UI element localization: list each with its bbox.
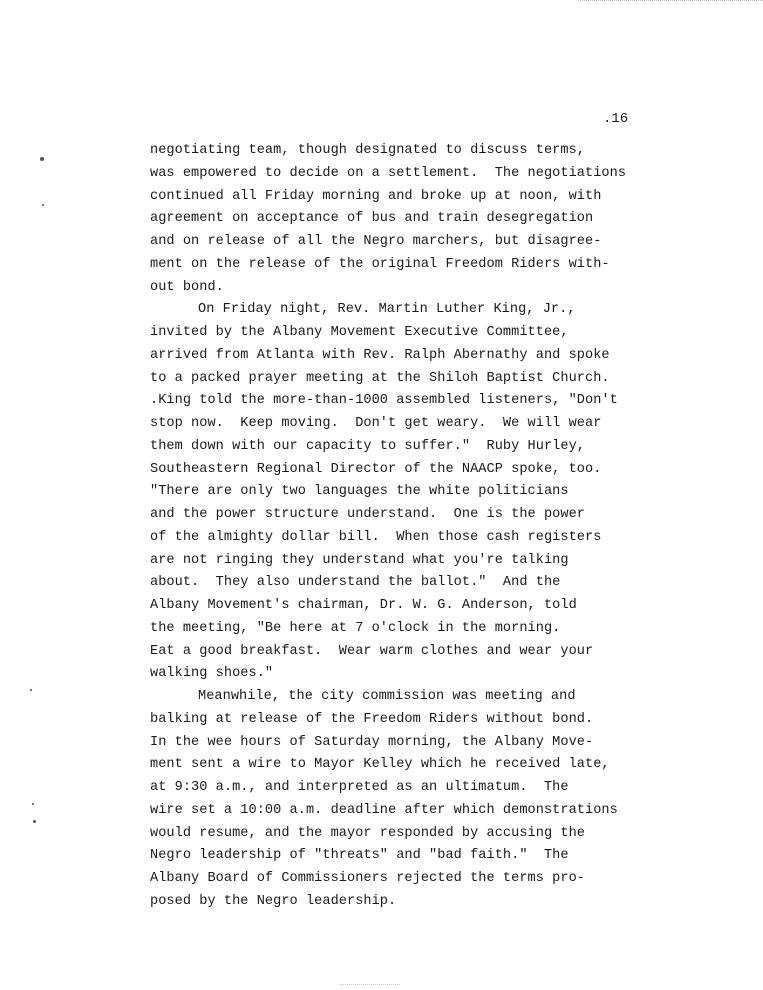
scan-speck <box>40 157 44 161</box>
text-line: In the wee hours of Saturday morning, the Albany Move- <box>150 734 594 750</box>
page-number: .16 <box>603 111 629 127</box>
text-line: of the almighty dollar bill. When those cash registers <box>150 529 602 545</box>
text-line: Southeastern Regional Director of the NAACP spoke, too. <box>150 461 602 477</box>
text-line: the meeting, "Be here at 7 o'clock in the morning. <box>150 620 561 636</box>
text-line: stop now. Keep moving. Don't get weary. We will wear <box>150 416 602 431</box>
text-line: On Friday night, Rev. Martin Luther King, Jr., <box>198 302 576 318</box>
text-line: wire set a 10:00 a.m. deadline after which demonstrations <box>150 802 618 818</box>
text-line: Meanwhile, the city commission was meeting and <box>198 689 576 704</box>
text-line: and on release of all the Negro marchers, but disagree- <box>150 234 602 249</box>
text-line: ment on the release of the original Freedom Riders with- <box>150 256 610 272</box>
text-line: ment sent a wire to Mayor Kelley which he received late, <box>150 757 610 773</box>
text-line: and the power structure understand. One is the power <box>150 507 586 522</box>
text-line: them down with our capacity to suffer." Ruby Hurley, <box>150 438 586 454</box>
text-line: .King told the more-than-1000 assembled listeners, "Don't <box>150 393 618 409</box>
text-line: negotiating team, though designated to discuss terms, <box>150 143 586 158</box>
text-line: would resume, and the mayor responded by accusing the <box>150 825 586 841</box>
text-line: to a packed prayer meeting at the Shiloh Baptist Church. <box>150 370 610 386</box>
body-text <box>150 140 710 914</box>
text-line: at 9:30 a.m., and interpreted as an ultimatum. The <box>150 780 569 795</box>
text-line: agreement on acceptance of bus and train desegregation <box>150 211 594 227</box>
scan-edge-marks <box>578 0 763 3</box>
text-line: Albany Board of Commissioners rejected the terms pro- <box>150 871 586 886</box>
text-line: invited by the Albany Movement Executive Committee, <box>150 325 569 340</box>
scan-speck <box>30 689 32 691</box>
text-line: out bond. <box>150 279 224 295</box>
text-line: "There are only two languages the white politicians <box>150 484 569 500</box>
text-line: Negro leadership of "threats" and "bad faith." The <box>150 848 569 864</box>
paragraph <box>150 686 710 914</box>
text-line: Albany Movement's chairman, Dr. W. G. Anderson, told <box>150 598 577 613</box>
text-line: arrived from Atlanta with Rev. Ralph Abernathy and spoke <box>150 347 610 363</box>
text-line: about. They also understand the ballot." And the <box>150 575 561 591</box>
text-line: continued all Friday morning and broke up at noon, with <box>150 188 602 204</box>
scan-edge-marks <box>340 984 400 987</box>
scan-speck <box>42 204 44 206</box>
text-line: balking at release of the Freedom Riders without bond. <box>150 711 594 727</box>
text-line: posed by the Negro leadership. <box>150 893 397 909</box>
scan-speck <box>32 803 34 805</box>
text-line: was empowered to decide on a settlement. The negotiations <box>150 165 627 181</box>
text-line: Eat a good breakfast. Wear warm clothes and wear your <box>150 643 594 659</box>
paragraph <box>150 299 710 686</box>
text-line: are not ringing they understand what you're talking <box>150 552 569 568</box>
scan-speck <box>33 820 36 823</box>
text-line: walking shoes." <box>150 666 274 682</box>
paragraph <box>150 140 710 299</box>
